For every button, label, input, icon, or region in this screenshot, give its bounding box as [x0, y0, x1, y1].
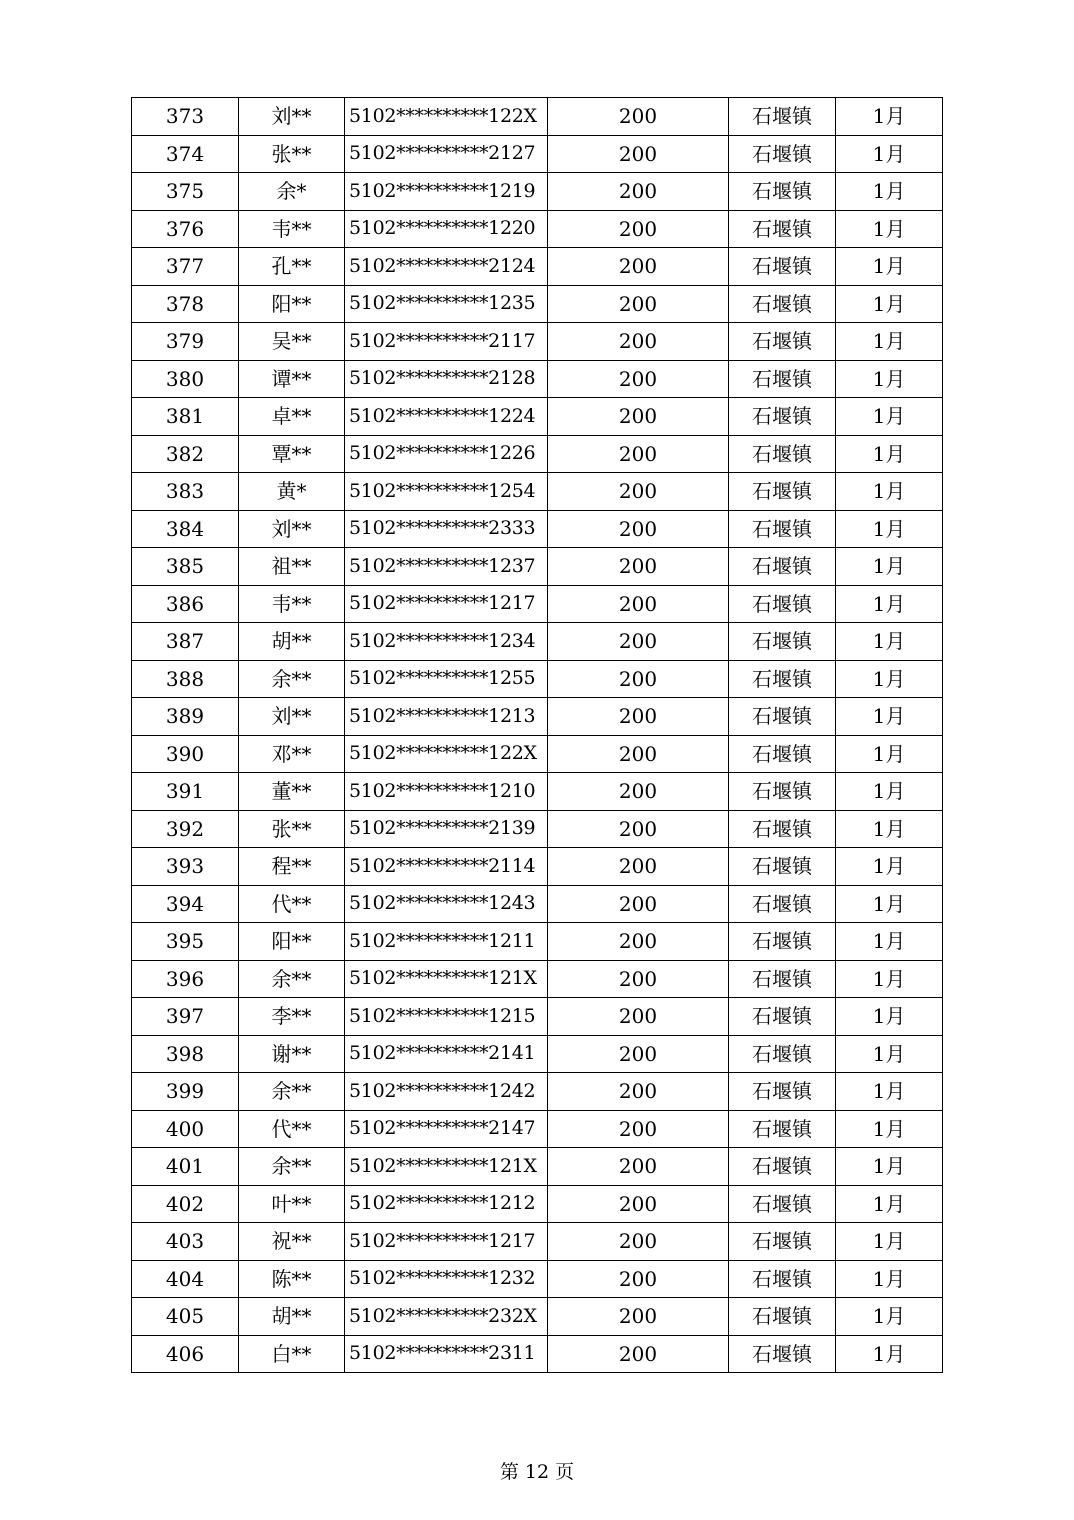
town-cell: 石堰镇 [729, 698, 836, 736]
amount-cell: 200 [548, 1260, 729, 1298]
name-cell: 代** [239, 885, 345, 923]
month-cell: 1月 [836, 848, 943, 886]
name-cell: 余** [239, 660, 345, 698]
amount-cell: 200 [548, 510, 729, 548]
town-cell: 石堰镇 [729, 1335, 836, 1373]
amount-cell: 200 [548, 173, 729, 211]
town-cell: 石堰镇 [729, 885, 836, 923]
amount-cell: 200 [548, 1223, 729, 1261]
month-cell: 1月 [836, 135, 943, 173]
id-number-cell: 5102**********1217 [345, 585, 548, 623]
id-number-cell: 5102**********2333 [345, 510, 548, 548]
table-row [132, 960, 943, 998]
name-cell: 胡** [239, 1298, 345, 1336]
town-cell: 石堰镇 [729, 998, 836, 1036]
id-number-cell: 5102**********1235 [345, 285, 548, 323]
id-number-cell: 5102**********2147 [345, 1110, 548, 1148]
name-cell: 覃** [239, 435, 345, 473]
table-row [132, 285, 943, 323]
town-cell: 石堰镇 [729, 173, 836, 211]
name-cell: 祝** [239, 1223, 345, 1261]
town-cell: 石堰镇 [729, 810, 836, 848]
town-cell: 石堰镇 [729, 848, 836, 886]
town-cell: 石堰镇 [729, 510, 836, 548]
month-cell: 1月 [836, 398, 943, 436]
name-cell: 李** [239, 998, 345, 1036]
row-number-cell: 382 [132, 435, 239, 473]
month-cell: 1月 [836, 1298, 943, 1336]
table-row [132, 1035, 943, 1073]
amount-cell: 200 [548, 1073, 729, 1111]
row-number-cell: 393 [132, 848, 239, 886]
amount-cell: 200 [548, 1035, 729, 1073]
table-row [132, 435, 943, 473]
id-number-cell: 5102**********1211 [345, 923, 548, 961]
id-number-cell: 5102**********1219 [345, 173, 548, 211]
table-row [132, 585, 943, 623]
town-cell: 石堰镇 [729, 473, 836, 511]
table-row [132, 923, 943, 961]
id-number-cell: 5102**********1212 [345, 1185, 548, 1223]
amount-cell: 200 [548, 623, 729, 661]
name-cell: 韦** [239, 585, 345, 623]
id-number-cell: 5102**********1220 [345, 210, 548, 248]
row-number-cell: 384 [132, 510, 239, 548]
month-cell: 1月 [836, 210, 943, 248]
name-cell: 刘** [239, 698, 345, 736]
amount-cell: 200 [548, 135, 729, 173]
amount-cell: 200 [548, 998, 729, 1036]
table-row [132, 810, 943, 848]
row-number-cell: 379 [132, 323, 239, 361]
table-body [132, 98, 943, 1373]
town-cell: 石堰镇 [729, 735, 836, 773]
row-number-cell: 403 [132, 1223, 239, 1261]
amount-cell: 200 [548, 285, 729, 323]
town-cell: 石堰镇 [729, 1148, 836, 1186]
town-cell: 石堰镇 [729, 1073, 836, 1111]
table-row [132, 773, 943, 811]
id-number-cell: 5102**********121X [345, 960, 548, 998]
table-row [132, 210, 943, 248]
month-cell: 1月 [836, 998, 943, 1036]
table-row [132, 135, 943, 173]
id-number-cell: 5102**********1254 [345, 473, 548, 511]
name-cell: 谢** [239, 1035, 345, 1073]
row-number-cell: 400 [132, 1110, 239, 1148]
id-number-cell: 5102**********1224 [345, 398, 548, 436]
month-cell: 1月 [836, 98, 943, 136]
row-number-cell: 381 [132, 398, 239, 436]
id-number-cell: 5102**********1234 [345, 623, 548, 661]
row-number-cell: 394 [132, 885, 239, 923]
month-cell: 1月 [836, 473, 943, 511]
row-number-cell: 404 [132, 1260, 239, 1298]
amount-cell: 200 [548, 548, 729, 586]
id-number-cell: 5102**********1226 [345, 435, 548, 473]
month-cell: 1月 [836, 248, 943, 286]
row-number-cell: 383 [132, 473, 239, 511]
row-number-cell: 397 [132, 998, 239, 1036]
table-row [132, 1148, 943, 1186]
town-cell: 石堰镇 [729, 135, 836, 173]
month-cell: 1月 [836, 548, 943, 586]
amount-cell: 200 [548, 1335, 729, 1373]
town-cell: 石堰镇 [729, 360, 836, 398]
name-cell: 白** [239, 1335, 345, 1373]
row-number-cell: 391 [132, 773, 239, 811]
table-row [132, 360, 943, 398]
row-number-cell: 374 [132, 135, 239, 173]
town-cell: 石堰镇 [729, 323, 836, 361]
amount-cell: 200 [548, 1185, 729, 1223]
month-cell: 1月 [836, 435, 943, 473]
table-row [132, 1110, 943, 1148]
month-cell: 1月 [836, 660, 943, 698]
id-number-cell: 5102**********1237 [345, 548, 548, 586]
table-row [132, 510, 943, 548]
amount-cell: 200 [548, 323, 729, 361]
row-number-cell: 398 [132, 1035, 239, 1073]
amount-cell: 200 [548, 210, 729, 248]
id-number-cell: 5102**********2127 [345, 135, 548, 173]
table-row [132, 1073, 943, 1111]
id-number-cell: 5102**********1243 [345, 885, 548, 923]
amount-cell: 200 [548, 698, 729, 736]
month-cell: 1月 [836, 285, 943, 323]
beneficiary-table [131, 97, 943, 1373]
amount-cell: 200 [548, 585, 729, 623]
town-cell: 石堰镇 [729, 1110, 836, 1148]
id-number-cell: 5102**********2311 [345, 1335, 548, 1373]
row-number-cell: 373 [132, 98, 239, 136]
month-cell: 1月 [836, 1260, 943, 1298]
month-cell: 1月 [836, 323, 943, 361]
amount-cell: 200 [548, 435, 729, 473]
town-cell: 石堰镇 [729, 548, 836, 586]
table-row [132, 698, 943, 736]
name-cell: 叶** [239, 1185, 345, 1223]
town-cell: 石堰镇 [729, 435, 836, 473]
id-number-cell: 5102**********1213 [345, 698, 548, 736]
town-cell: 石堰镇 [729, 1298, 836, 1336]
name-cell: 胡** [239, 623, 345, 661]
row-number-cell: 399 [132, 1073, 239, 1111]
row-number-cell: 387 [132, 623, 239, 661]
table-row [132, 1260, 943, 1298]
name-cell: 韦** [239, 210, 345, 248]
name-cell: 孔** [239, 248, 345, 286]
id-number-cell: 5102**********1232 [345, 1260, 548, 1298]
row-number-cell: 406 [132, 1335, 239, 1373]
table-row [132, 1223, 943, 1261]
table-row [132, 398, 943, 436]
table-row [132, 885, 943, 923]
town-cell: 石堰镇 [729, 960, 836, 998]
page-number: 第 12 页 [499, 1461, 575, 1483]
table-row [132, 98, 943, 136]
month-cell: 1月 [836, 1185, 943, 1223]
table-row [132, 623, 943, 661]
month-cell: 1月 [836, 1335, 943, 1373]
id-number-cell: 5102**********2117 [345, 323, 548, 361]
name-cell: 代** [239, 1110, 345, 1148]
row-number-cell: 392 [132, 810, 239, 848]
table-row [132, 1185, 943, 1223]
name-cell: 刘** [239, 510, 345, 548]
amount-cell: 200 [548, 810, 729, 848]
id-number-cell: 5102**********1242 [345, 1073, 548, 1111]
name-cell: 董** [239, 773, 345, 811]
table-row [132, 660, 943, 698]
town-cell: 石堰镇 [729, 1185, 836, 1223]
amount-cell: 200 [548, 360, 729, 398]
id-number-cell: 5102**********1215 [345, 998, 548, 1036]
row-number-cell: 378 [132, 285, 239, 323]
table-row [132, 848, 943, 886]
name-cell: 谭** [239, 360, 345, 398]
row-number-cell: 401 [132, 1148, 239, 1186]
town-cell: 石堰镇 [729, 1223, 836, 1261]
id-number-cell: 5102**********122X [345, 98, 548, 136]
amount-cell: 200 [548, 660, 729, 698]
id-number-cell: 5102**********2114 [345, 848, 548, 886]
name-cell: 邓** [239, 735, 345, 773]
town-cell: 石堰镇 [729, 585, 836, 623]
row-number-cell: 389 [132, 698, 239, 736]
amount-cell: 200 [548, 98, 729, 136]
month-cell: 1月 [836, 585, 943, 623]
name-cell: 吴** [239, 323, 345, 361]
name-cell: 阳** [239, 285, 345, 323]
month-cell: 1月 [836, 623, 943, 661]
month-cell: 1月 [836, 810, 943, 848]
row-number-cell: 375 [132, 173, 239, 211]
id-number-cell: 5102**********2139 [345, 810, 548, 848]
row-number-cell: 376 [132, 210, 239, 248]
month-cell: 1月 [836, 735, 943, 773]
amount-cell: 200 [548, 1110, 729, 1148]
amount-cell: 200 [548, 398, 729, 436]
id-number-cell: 5102**********122X [345, 735, 548, 773]
name-cell: 张** [239, 810, 345, 848]
month-cell: 1月 [836, 1148, 943, 1186]
month-cell: 1月 [836, 773, 943, 811]
id-number-cell: 5102**********232X [345, 1298, 548, 1336]
amount-cell: 200 [548, 248, 729, 286]
row-number-cell: 402 [132, 1185, 239, 1223]
month-cell: 1月 [836, 1035, 943, 1073]
month-cell: 1月 [836, 1110, 943, 1148]
amount-cell: 200 [548, 885, 729, 923]
month-cell: 1月 [836, 885, 943, 923]
town-cell: 石堰镇 [729, 398, 836, 436]
month-cell: 1月 [836, 1073, 943, 1111]
row-number-cell: 388 [132, 660, 239, 698]
name-cell: 黄* [239, 473, 345, 511]
id-number-cell: 5102**********1210 [345, 773, 548, 811]
month-cell: 1月 [836, 1223, 943, 1261]
month-cell: 1月 [836, 360, 943, 398]
name-cell: 张** [239, 135, 345, 173]
row-number-cell: 405 [132, 1298, 239, 1336]
row-number-cell: 380 [132, 360, 239, 398]
amount-cell: 200 [548, 960, 729, 998]
amount-cell: 200 [548, 773, 729, 811]
name-cell: 余** [239, 1073, 345, 1111]
town-cell: 石堰镇 [729, 210, 836, 248]
town-cell: 石堰镇 [729, 1260, 836, 1298]
name-cell: 余** [239, 960, 345, 998]
id-number-cell: 5102**********121X [345, 1148, 548, 1186]
month-cell: 1月 [836, 698, 943, 736]
amount-cell: 200 [548, 1148, 729, 1186]
amount-cell: 200 [548, 923, 729, 961]
amount-cell: 200 [548, 735, 729, 773]
row-number-cell: 385 [132, 548, 239, 586]
name-cell: 阳** [239, 923, 345, 961]
id-number-cell: 5102**********1255 [345, 660, 548, 698]
month-cell: 1月 [836, 173, 943, 211]
name-cell: 余* [239, 173, 345, 211]
amount-cell: 200 [548, 1298, 729, 1336]
row-number-cell: 395 [132, 923, 239, 961]
town-cell: 石堰镇 [729, 285, 836, 323]
table-row [132, 248, 943, 286]
id-number-cell: 5102**********2124 [345, 248, 548, 286]
name-cell: 余** [239, 1148, 345, 1186]
month-cell: 1月 [836, 960, 943, 998]
name-cell: 程** [239, 848, 345, 886]
table-row [132, 548, 943, 586]
amount-cell: 200 [548, 473, 729, 511]
town-cell: 石堰镇 [729, 1035, 836, 1073]
town-cell: 石堰镇 [729, 660, 836, 698]
month-cell: 1月 [836, 510, 943, 548]
id-number-cell: 5102**********2128 [345, 360, 548, 398]
month-cell: 1月 [836, 923, 943, 961]
table-row [132, 735, 943, 773]
town-cell: 石堰镇 [729, 923, 836, 961]
town-cell: 石堰镇 [729, 248, 836, 286]
town-cell: 石堰镇 [729, 98, 836, 136]
row-number-cell: 386 [132, 585, 239, 623]
row-number-cell: 377 [132, 248, 239, 286]
table-row [132, 323, 943, 361]
table-row [132, 173, 943, 211]
table-row [132, 1335, 943, 1373]
table-row [132, 473, 943, 511]
amount-cell: 200 [548, 848, 729, 886]
table-row [132, 998, 943, 1036]
name-cell: 陈** [239, 1260, 345, 1298]
table-row [132, 1298, 943, 1336]
town-cell: 石堰镇 [729, 773, 836, 811]
id-number-cell: 5102**********1217 [345, 1223, 548, 1261]
name-cell: 刘** [239, 98, 345, 136]
town-cell: 石堰镇 [729, 623, 836, 661]
row-number-cell: 390 [132, 735, 239, 773]
id-number-cell: 5102**********2141 [345, 1035, 548, 1073]
row-number-cell: 396 [132, 960, 239, 998]
name-cell: 祖** [239, 548, 345, 586]
name-cell: 卓** [239, 398, 345, 436]
